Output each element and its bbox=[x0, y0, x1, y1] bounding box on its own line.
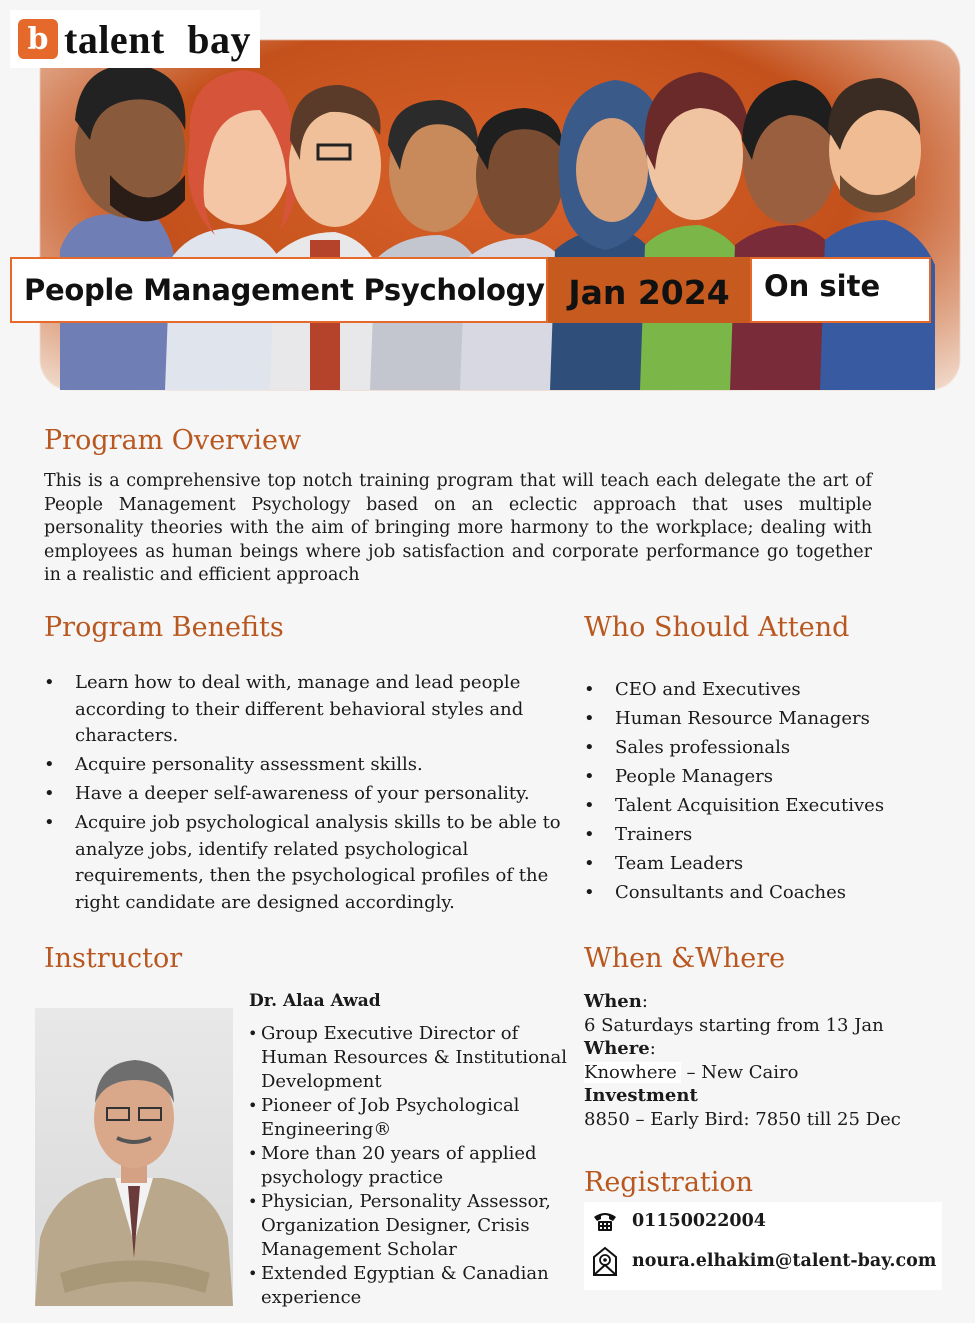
email-row bbox=[590, 1246, 936, 1276]
list-item: • CEO and Executives bbox=[584, 675, 944, 704]
email-address[interactable]: noura.elhakim@talent-bay.com bbox=[632, 1251, 937, 1271]
program-mode: On site bbox=[750, 257, 931, 323]
attend-list bbox=[584, 675, 944, 907]
when-label: When bbox=[584, 991, 642, 1012]
where-value: – New Cairo bbox=[680, 1061, 799, 1083]
registration-heading: Registration bbox=[584, 1167, 754, 1198]
instructor-name: Dr. Alaa Awad bbox=[249, 991, 381, 1011]
list-item: • Human Resource Managers bbox=[584, 704, 944, 733]
when-where-heading: When &Where bbox=[584, 943, 786, 974]
email-icon bbox=[590, 1246, 620, 1276]
when-value: 6 Saturdays starting from 13 Jan bbox=[584, 1014, 884, 1036]
logo-mark-icon: b bbox=[18, 19, 58, 59]
list-item: • Pioneer of Job Psychological Engineering® bbox=[248, 1094, 568, 1142]
phone-icon bbox=[590, 1206, 620, 1236]
instructor-photo bbox=[35, 1008, 233, 1306]
title-bar bbox=[10, 257, 931, 323]
phone-number[interactable]: 01150022004 bbox=[632, 1211, 766, 1231]
attend-heading: Who Should Attend bbox=[584, 612, 850, 643]
list-item: • Trainers bbox=[584, 820, 944, 849]
instructor-credentials bbox=[248, 1022, 568, 1310]
profile-9 bbox=[820, 78, 935, 390]
list-item: • Have a deeper self-awareness of your personality. bbox=[44, 781, 564, 808]
investment-label: Investment bbox=[584, 1085, 698, 1106]
program-title: People Management Psychology bbox=[10, 257, 548, 323]
list-item: • Consultants and Coaches bbox=[584, 878, 944, 907]
instructor-heading: Instructor bbox=[44, 943, 183, 974]
list-item: • Acquire personality assessment skills. bbox=[44, 752, 564, 779]
list-item: • Group Executive Director of Human Resources & Institutional Development bbox=[248, 1022, 568, 1094]
when-where-details: When: 6 Saturdays starting from 13 Jan Where: Knowhere – New Cairo Investment 8850 – Early Bird: 7850 till 25 Dec bbox=[584, 990, 944, 1131]
where-label: Where bbox=[584, 1038, 650, 1059]
registration-box bbox=[584, 1202, 942, 1290]
instructor-portrait bbox=[35, 1008, 233, 1306]
logo-wordmark: talent bay bbox=[64, 16, 251, 62]
where-place: Knowhere bbox=[584, 1062, 681, 1083]
list-item: • Acquire job psychological analysis skills to be able to analyze jobs, identify related psychological requirements, then the psychological profiles of the right candidate are designed accordingly. bbox=[44, 810, 564, 916]
list-item: • Extended Egyptian & Canadian experience bbox=[248, 1262, 568, 1310]
benefits-heading: Program Benefits bbox=[44, 612, 284, 643]
hero-banner bbox=[0, 0, 975, 395]
list-item: • Physician, Personality Assessor, Organization Designer, Crisis Management Scholar bbox=[248, 1190, 568, 1262]
list-item: • People Managers bbox=[584, 762, 944, 791]
overview-heading: Program Overview bbox=[44, 425, 302, 456]
profile-1 bbox=[60, 65, 185, 390]
investment-value: 8850 – Early Bird: 7850 till 25 Dec bbox=[584, 1108, 901, 1130]
list-item: • Talent Acquisition Executives bbox=[584, 791, 944, 820]
phone-row bbox=[590, 1206, 766, 1236]
list-item: • More than 20 years of applied psychology practice bbox=[248, 1142, 568, 1190]
program-date: Jan 2024 bbox=[548, 257, 750, 323]
list-item: • Team Leaders bbox=[584, 849, 944, 878]
benefits-list bbox=[44, 670, 564, 919]
overview-text: This is a comprehensive top notch training program that will teach each delegate the art of People Management Psychology based on an eclectic approach that uses multiple personality theories with the aim of bringing more harmony to the workplace; dealing with employees as human beings where job satisfaction and corporate performance go together in a realistic and efficient approach bbox=[44, 471, 872, 586]
list-item: • Learn how to deal with, manage and lead people according to their different behavioral styles and characters. bbox=[44, 670, 564, 750]
list-item: • Sales professionals bbox=[584, 733, 944, 762]
talent-bay-logo bbox=[10, 10, 260, 68]
